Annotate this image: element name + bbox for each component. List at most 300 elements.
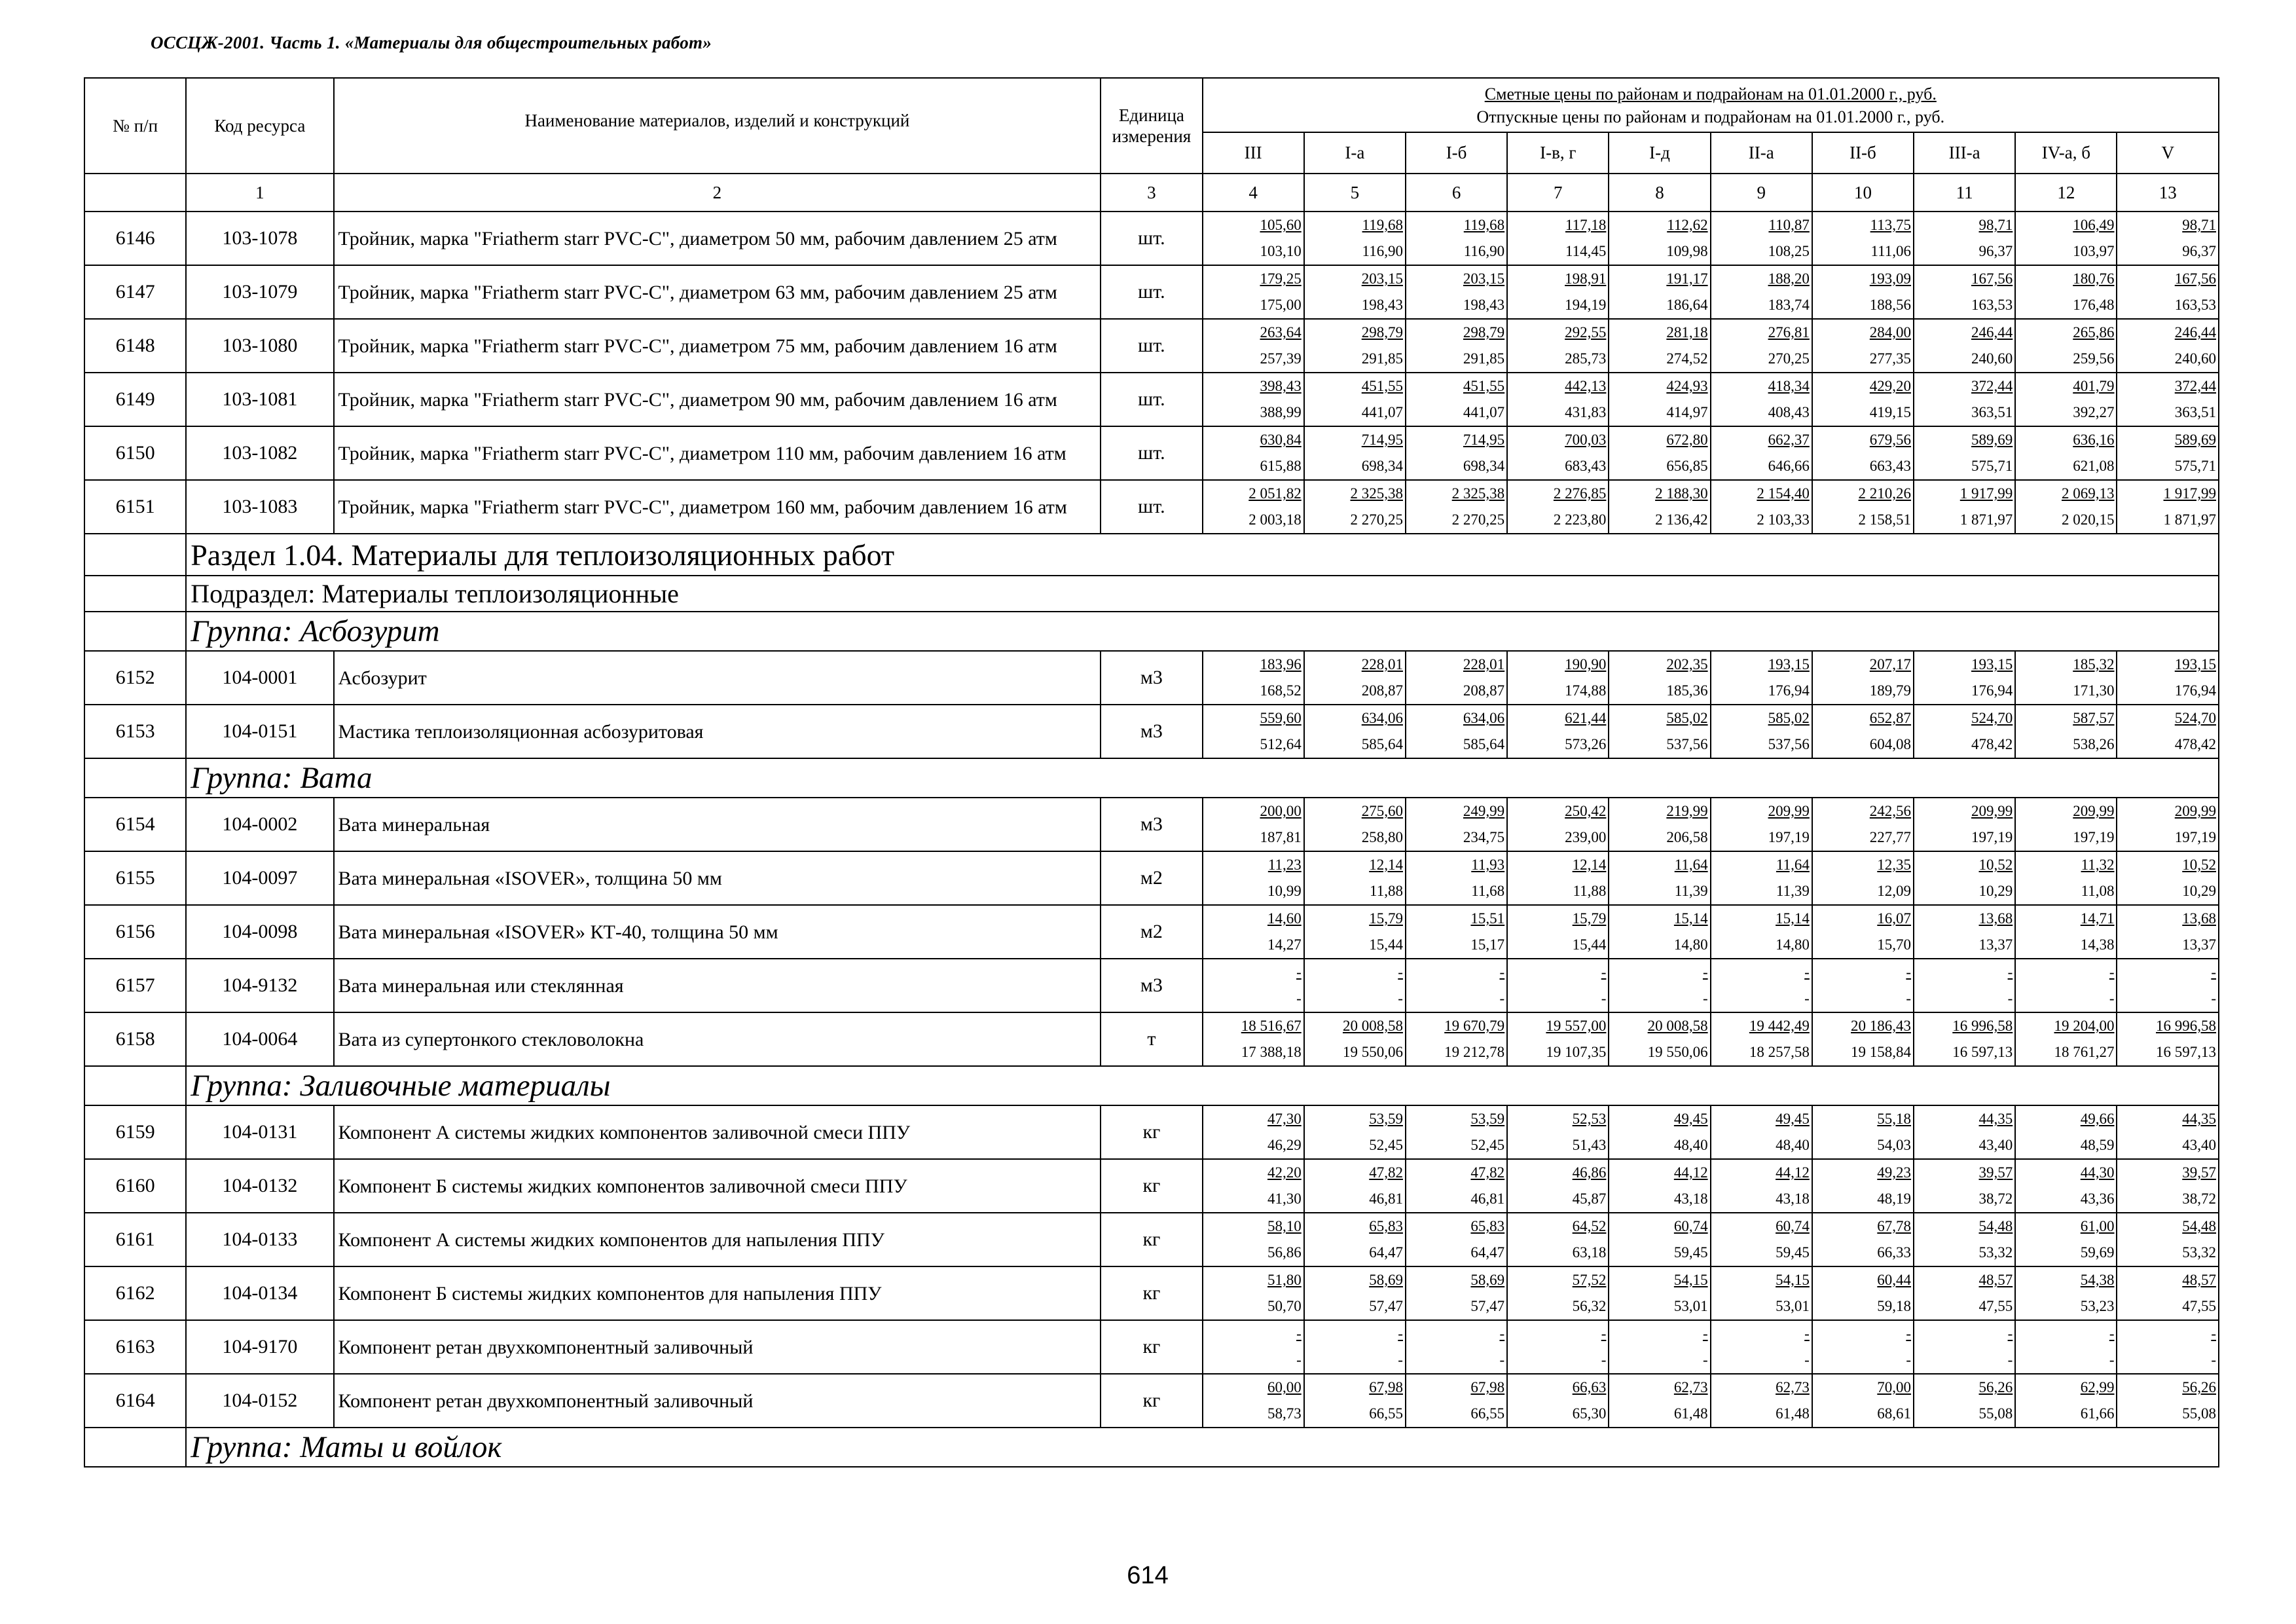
col-header-code: Код ресурса <box>186 78 333 174</box>
group-row <box>84 1066 2219 1105</box>
column-index-empty <box>84 174 186 212</box>
release-price: 38,72 <box>2182 1190 2216 1207</box>
release-price: - <box>1702 1352 1708 1368</box>
estimate-price: 652,87 <box>1869 710 1912 726</box>
estimate-price: 16 996,58 <box>1952 1018 2013 1034</box>
resource-code: 104-0097 <box>186 851 333 905</box>
group-row <box>84 612 2219 651</box>
release-price: - <box>1296 990 1302 1006</box>
release-price: 108,25 <box>1768 243 1810 259</box>
estimate-price: 1 917,99 <box>2163 485 2216 502</box>
price-cell <box>1609 1213 1710 1266</box>
release-price: - <box>2211 1352 2216 1368</box>
price-cell <box>2117 212 2219 265</box>
unit: шт. <box>1101 265 1202 319</box>
empty-cell <box>84 576 186 612</box>
estimate-price: 442,13 <box>1565 378 1607 394</box>
release-price: 14,38 <box>2080 936 2115 953</box>
row-number: 6162 <box>84 1266 186 1320</box>
price-cell <box>1304 319 1406 373</box>
release-price: 66,55 <box>1470 1405 1505 1422</box>
price-cell <box>1914 1374 2015 1428</box>
estimate-price: 524,70 <box>2174 710 2216 726</box>
price-cell <box>1406 319 1507 373</box>
release-price: 111,06 <box>1870 243 1912 259</box>
estimate-price: 98,71 <box>1978 217 2013 233</box>
price-cell <box>1609 426 1710 480</box>
release-price: 11,39 <box>1674 883 1708 899</box>
release-price: 43,36 <box>2080 1190 2115 1207</box>
price-cell <box>2015 1012 2117 1066</box>
estimate-price: 185,32 <box>2073 656 2115 673</box>
row-number: 6148 <box>84 319 186 373</box>
release-price: 103,97 <box>2073 243 2115 259</box>
price-cell <box>2117 651 2219 705</box>
release-price: 185,36 <box>1666 682 1708 699</box>
region-header: II-а <box>1711 132 1812 174</box>
estimate-price: 98,71 <box>2182 217 2216 233</box>
estimate-price: 117,18 <box>1565 217 1607 233</box>
price-cell <box>1203 1320 1304 1374</box>
estimate-price: 39,57 <box>2182 1164 2216 1181</box>
price-cell <box>1304 1266 1406 1320</box>
estimate-price: 203,15 <box>1463 270 1505 287</box>
row-number: 6163 <box>84 1320 186 1374</box>
unit: м3 <box>1101 705 1202 758</box>
release-price: 646,66 <box>1768 458 1810 474</box>
estimate-price: 15,79 <box>1572 910 1607 927</box>
estimate-price: 105,60 <box>1260 217 1302 233</box>
price-cell <box>1711 1012 1812 1066</box>
release-price: 46,81 <box>1470 1190 1505 1207</box>
price-cell <box>1609 798 1710 851</box>
resource-code: 104-0134 <box>186 1266 333 1320</box>
estimate-price: 11,32 <box>2081 857 2115 873</box>
release-price: 13,37 <box>1978 936 2013 953</box>
estimate-price: 209,99 <box>2174 803 2216 819</box>
estimate-price: 2 325,38 <box>1350 485 1403 502</box>
release-price: 55,08 <box>2182 1405 2216 1422</box>
estimate-price: 66,63 <box>1572 1379 1607 1395</box>
price-cell <box>2015 319 2117 373</box>
price-cell <box>1203 905 1304 959</box>
estimate-price: 188,20 <box>1768 270 1810 287</box>
estimate-price: 190,90 <box>1565 656 1607 673</box>
estimate-price: 49,66 <box>2080 1111 2115 1127</box>
release-price: 19 107,35 <box>1546 1044 1607 1060</box>
release-price: 47,55 <box>1978 1298 2013 1314</box>
resource-code: 104-0001 <box>186 651 333 705</box>
estimate-price: 12,35 <box>1877 857 1912 873</box>
estimate-price: 11,64 <box>1674 857 1708 873</box>
release-price: 52,45 <box>1470 1137 1505 1153</box>
price-cell <box>1711 373 1812 426</box>
release-price: 537,56 <box>1666 736 1708 752</box>
estimate-price: 20 008,58 <box>1647 1018 1708 1034</box>
release-price: 234,75 <box>1463 829 1505 845</box>
estimate-price: 228,01 <box>1463 656 1505 673</box>
price-cell <box>1711 319 1812 373</box>
price-cell <box>1914 851 2015 905</box>
estimate-price: 630,84 <box>1260 432 1302 448</box>
table-row <box>84 373 2219 426</box>
release-price: 66,33 <box>1877 1244 1912 1261</box>
release-price: - <box>1398 990 1403 1006</box>
price-cell <box>1914 1159 2015 1213</box>
price-cell <box>1914 705 2015 758</box>
row-number: 6156 <box>84 905 186 959</box>
table-row <box>84 1266 2219 1320</box>
release-price: 656,85 <box>1666 458 1708 474</box>
estimate-price: 10,52 <box>2182 857 2216 873</box>
estimate-price: 246,44 <box>2174 324 2216 341</box>
release-price: 57,47 <box>1369 1298 1403 1314</box>
release-price: 19 212,78 <box>1444 1044 1505 1060</box>
estimate-price: 65,83 <box>1470 1218 1505 1234</box>
price-cell <box>1711 705 1812 758</box>
estimate-price: 56,26 <box>2182 1379 2216 1395</box>
estimate-price: 193,15 <box>2174 656 2216 673</box>
resource-code: 103-1082 <box>186 426 333 480</box>
release-price: 174,88 <box>1565 682 1607 699</box>
unit: шт. <box>1101 212 1202 265</box>
release-price: 47,55 <box>2182 1298 2216 1314</box>
estimate-price: 65,83 <box>1369 1218 1403 1234</box>
price-cell <box>1406 265 1507 319</box>
group-row <box>84 1428 2219 1467</box>
estimate-price: 263,64 <box>1260 324 1302 341</box>
unit: м3 <box>1101 959 1202 1012</box>
release-price: 53,32 <box>1978 1244 2013 1261</box>
price-cell <box>1406 651 1507 705</box>
table-row <box>84 1159 2219 1213</box>
price-cell <box>1711 798 1812 851</box>
column-index: 7 <box>1507 174 1609 212</box>
price-cell <box>1914 1213 2015 1266</box>
price-cell <box>1304 212 1406 265</box>
estimate-price: 20 008,58 <box>1342 1018 1403 1034</box>
release-price: 604,08 <box>1869 736 1912 752</box>
row-number: 6152 <box>84 651 186 705</box>
estimate-price: 714,95 <box>1463 432 1505 448</box>
price-cell <box>1812 705 1914 758</box>
table-row <box>84 705 2219 758</box>
estimate-price: 714,95 <box>1361 432 1403 448</box>
release-price: 197,19 <box>2073 829 2115 845</box>
table-row <box>84 851 2219 905</box>
price-cell <box>1812 959 1914 1012</box>
price-cell <box>1609 1159 1710 1213</box>
row-number: 6154 <box>84 798 186 851</box>
estimate-price: 634,06 <box>1463 710 1505 726</box>
release-price: 15,70 <box>1877 936 1912 953</box>
price-cell <box>1203 959 1304 1012</box>
price-cell <box>2015 905 2117 959</box>
price-cell <box>2015 1320 2117 1374</box>
release-price: 53,01 <box>1673 1298 1708 1314</box>
release-price: 61,48 <box>1673 1405 1708 1422</box>
estimate-price: 67,98 <box>1470 1379 1505 1395</box>
price-cell <box>1914 651 2015 705</box>
estimate-price: - <box>1499 964 1505 980</box>
material-name: Тройник, марка "Friatherm starr PVC-C", диаметром 160 мм, рабочим давлением 16 атм <box>334 480 1101 534</box>
price-cell <box>1914 265 2015 319</box>
column-index: 10 <box>1812 174 1914 212</box>
release-price: 575,71 <box>1971 458 2013 474</box>
price-cell <box>1203 1159 1304 1213</box>
price-cell <box>1914 319 2015 373</box>
row-number: 6158 <box>84 1012 186 1066</box>
region-header: I-д <box>1609 132 1710 174</box>
release-price: 19 158,84 <box>1851 1044 1912 1060</box>
release-price: 15,44 <box>1369 936 1403 953</box>
release-price: 59,69 <box>2080 1244 2115 1261</box>
estimate-price: - <box>1398 964 1403 980</box>
price-cell <box>1507 651 1609 705</box>
release-price: 103,10 <box>1260 243 1302 259</box>
release-price: 61,66 <box>2080 1405 2115 1422</box>
release-price: 538,26 <box>2073 736 2115 752</box>
release-price: 64,47 <box>1369 1244 1403 1261</box>
release-price: 478,42 <box>1971 736 2013 752</box>
group-title: Группа: Вата <box>186 758 2219 798</box>
price-cell <box>1812 1105 1914 1159</box>
estimate-price: 634,06 <box>1361 710 1403 726</box>
estimate-price: - <box>1804 1325 1810 1342</box>
release-price: 363,51 <box>2174 404 2216 420</box>
release-price: 188,56 <box>1869 297 1912 313</box>
estimate-price: 119,68 <box>1463 217 1505 233</box>
estimate-price: 49,45 <box>1776 1111 1810 1127</box>
estimate-price: 672,80 <box>1666 432 1708 448</box>
price-cell <box>1304 905 1406 959</box>
estimate-price: 11,64 <box>1776 857 1810 873</box>
estimate-price: 524,70 <box>1971 710 2013 726</box>
estimate-price: 48,57 <box>1978 1272 2013 1288</box>
price-cell <box>1812 905 1914 959</box>
release-price: 2 270,25 <box>1350 511 1403 528</box>
material-name: Тройник, марка "Friatherm starr PVC-C", диаметром 90 мм, рабочим давлением 16 атм <box>334 373 1101 426</box>
release-price: 259,56 <box>2073 350 2115 367</box>
estimate-price: 298,79 <box>1463 324 1505 341</box>
estimate-price: 219,99 <box>1666 803 1708 819</box>
estimate-price: 14,60 <box>1267 910 1302 927</box>
resource-code: 104-0133 <box>186 1213 333 1266</box>
column-index: 3 <box>1101 174 1202 212</box>
release-price: 198,43 <box>1463 297 1505 313</box>
estimate-price: 58,69 <box>1369 1272 1403 1288</box>
region-header: III-а <box>1914 132 2015 174</box>
region-header: II-б <box>1812 132 1914 174</box>
price-cell <box>1203 212 1304 265</box>
price-title-release: Отпускные цены по районам и подрайонам на 01.01.2000 г., руб. <box>1476 107 1945 126</box>
price-cell <box>1406 905 1507 959</box>
price-cell <box>1406 212 1507 265</box>
estimate-price: 15,14 <box>1673 910 1708 927</box>
release-price: - <box>2109 1352 2115 1368</box>
price-cell <box>1812 1320 1914 1374</box>
material-name: Вата минеральная или стеклянная <box>334 959 1101 1012</box>
estimate-price: 585,02 <box>1666 710 1708 726</box>
row-number: 6160 <box>84 1159 186 1213</box>
estimate-price: - <box>1804 964 1810 980</box>
release-price: 10,29 <box>2182 883 2216 899</box>
estimate-price: 47,30 <box>1267 1111 1302 1127</box>
estimate-price: 589,69 <box>2174 432 2216 448</box>
release-price: 615,88 <box>1260 458 1302 474</box>
price-cell <box>1203 1105 1304 1159</box>
release-price: 168,52 <box>1260 682 1302 699</box>
material-name: Вата минеральная «ISOVER», толщина 50 мм <box>334 851 1101 905</box>
release-price: - <box>1906 1352 1912 1368</box>
price-cell <box>2117 1320 2219 1374</box>
release-price: 621,08 <box>2073 458 2115 474</box>
section-title: Раздел 1.04. Материалы для теплоизоляционных работ <box>186 534 2219 576</box>
price-cell <box>1812 480 1914 534</box>
estimate-price: 70,00 <box>1877 1379 1912 1395</box>
table-row <box>84 265 2219 319</box>
estimate-price: - <box>2109 964 2115 980</box>
estimate-price: 587,57 <box>2073 710 2115 726</box>
estimate-price: 62,73 <box>1673 1379 1708 1395</box>
release-price: 68,61 <box>1877 1405 1912 1422</box>
release-price: 109,98 <box>1666 243 1708 259</box>
release-price: 197,19 <box>1768 829 1810 845</box>
estimate-price: 451,55 <box>1463 378 1505 394</box>
estimate-price: 1 917,99 <box>1959 485 2013 502</box>
empty-cell <box>84 612 186 651</box>
release-price: 51,43 <box>1572 1137 1607 1153</box>
unit: кг <box>1101 1266 1202 1320</box>
release-price: 16 597,13 <box>1952 1044 2013 1060</box>
region-header: I-в, г <box>1507 132 1609 174</box>
estimate-price: 113,75 <box>1870 217 1912 233</box>
price-cell <box>1304 480 1406 534</box>
price-cell <box>1914 1012 2015 1066</box>
estimate-price: 16,07 <box>1877 910 1912 927</box>
column-index: 1 <box>186 174 333 212</box>
unit: т <box>1101 1012 1202 1066</box>
estimate-price: 51,80 <box>1267 1272 1302 1288</box>
release-price: 53,23 <box>2080 1298 2115 1314</box>
price-cell <box>1812 373 1914 426</box>
release-price: 43,40 <box>2182 1137 2216 1153</box>
price-cell <box>1203 1213 1304 1266</box>
release-price: 240,60 <box>2174 350 2216 367</box>
release-price: 419,15 <box>1869 404 1912 420</box>
price-cell <box>1406 798 1507 851</box>
release-price: 43,18 <box>1673 1190 1708 1207</box>
estimate-price: 54,48 <box>1978 1218 2013 1234</box>
release-price: 11,88 <box>1370 883 1403 899</box>
estimate-price: 52,53 <box>1572 1111 1607 1127</box>
estimate-price: 60,00 <box>1267 1379 1302 1395</box>
price-cell <box>1507 905 1609 959</box>
release-price: - <box>1601 990 1607 1006</box>
price-cell <box>1507 212 1609 265</box>
release-price: 663,43 <box>1869 458 1912 474</box>
estimate-price: 106,49 <box>2073 217 2115 233</box>
release-price: 59,18 <box>1877 1298 1912 1314</box>
estimate-price: - <box>1601 1325 1607 1342</box>
release-price: 19 550,06 <box>1647 1044 1708 1060</box>
price-cell <box>1711 1374 1812 1428</box>
price-cell <box>1812 1266 1914 1320</box>
price-cell <box>1711 1159 1812 1213</box>
release-price: 48,59 <box>2080 1137 2115 1153</box>
release-price: 2 020,15 <box>2061 511 2115 528</box>
estimate-price: 13,68 <box>2182 910 2216 927</box>
table-row <box>84 651 2219 705</box>
release-price: 16 597,13 <box>2156 1044 2216 1060</box>
release-price: 1 871,97 <box>2163 511 2216 528</box>
release-price: 46,81 <box>1369 1190 1403 1207</box>
group-title: Группа: Маты и войлок <box>186 1428 2219 1467</box>
release-price: 176,94 <box>2174 682 2216 699</box>
price-cell <box>2015 798 2117 851</box>
estimate-price: 44,30 <box>2080 1164 2115 1181</box>
release-price: 163,53 <box>1971 297 2013 313</box>
price-cell <box>1812 798 1914 851</box>
estimate-price: 53,59 <box>1470 1111 1505 1127</box>
estimate-price: 424,93 <box>1666 378 1708 394</box>
release-price: 66,55 <box>1369 1405 1403 1422</box>
table-row <box>84 1374 2219 1428</box>
release-price: - <box>2109 990 2115 1006</box>
price-cell <box>1711 651 1812 705</box>
release-price: 198,43 <box>1361 297 1403 313</box>
price-cell <box>1812 319 1914 373</box>
release-price: 11,68 <box>1471 883 1505 899</box>
price-cell <box>1812 1012 1914 1066</box>
estimate-price: 12,14 <box>1369 857 1403 873</box>
estimate-price: 10,52 <box>1978 857 2013 873</box>
resource-code: 104-0152 <box>186 1374 333 1428</box>
price-cell <box>1507 480 1609 534</box>
price-cell <box>1406 1105 1507 1159</box>
subsection-title: Подраздел: Материалы теплоизоляционные <box>186 576 2219 612</box>
estimate-price: 209,99 <box>1971 803 2013 819</box>
group-title: Группа: Асбозурит <box>186 612 2219 651</box>
resource-code: 104-0064 <box>186 1012 333 1066</box>
price-cell <box>2117 1266 2219 1320</box>
price-cell <box>2015 1159 2117 1213</box>
estimate-price: 621,44 <box>1565 710 1607 726</box>
col-header-name: Наименование материалов, изделий и конструкций <box>334 78 1101 174</box>
unit: кг <box>1101 1374 1202 1428</box>
estimate-price: 19 204,00 <box>2054 1018 2115 1034</box>
estimate-price: 167,56 <box>2174 270 2216 287</box>
estimate-price: 60,74 <box>1673 1218 1708 1234</box>
price-cell <box>1203 798 1304 851</box>
release-price: 13,37 <box>2182 936 2216 953</box>
material-name: Компонент ретан двухкомпонентный заливочный <box>334 1320 1101 1374</box>
release-price: 19 550,06 <box>1342 1044 1403 1060</box>
price-cell <box>2015 212 2117 265</box>
release-price: 291,85 <box>1361 350 1403 367</box>
estimate-price: 636,16 <box>2073 432 2115 448</box>
price-table <box>84 77 2219 1467</box>
price-cell <box>1304 1213 1406 1266</box>
release-price: 53,01 <box>1776 1298 1810 1314</box>
unit: шт. <box>1101 480 1202 534</box>
estimate-price: 53,59 <box>1369 1111 1403 1127</box>
release-price: 392,27 <box>2073 404 2115 420</box>
release-price: 48,19 <box>1877 1190 1912 1207</box>
release-price: 43,40 <box>1978 1137 2013 1153</box>
release-price: 441,07 <box>1463 404 1505 420</box>
unit: кг <box>1101 1105 1202 1159</box>
